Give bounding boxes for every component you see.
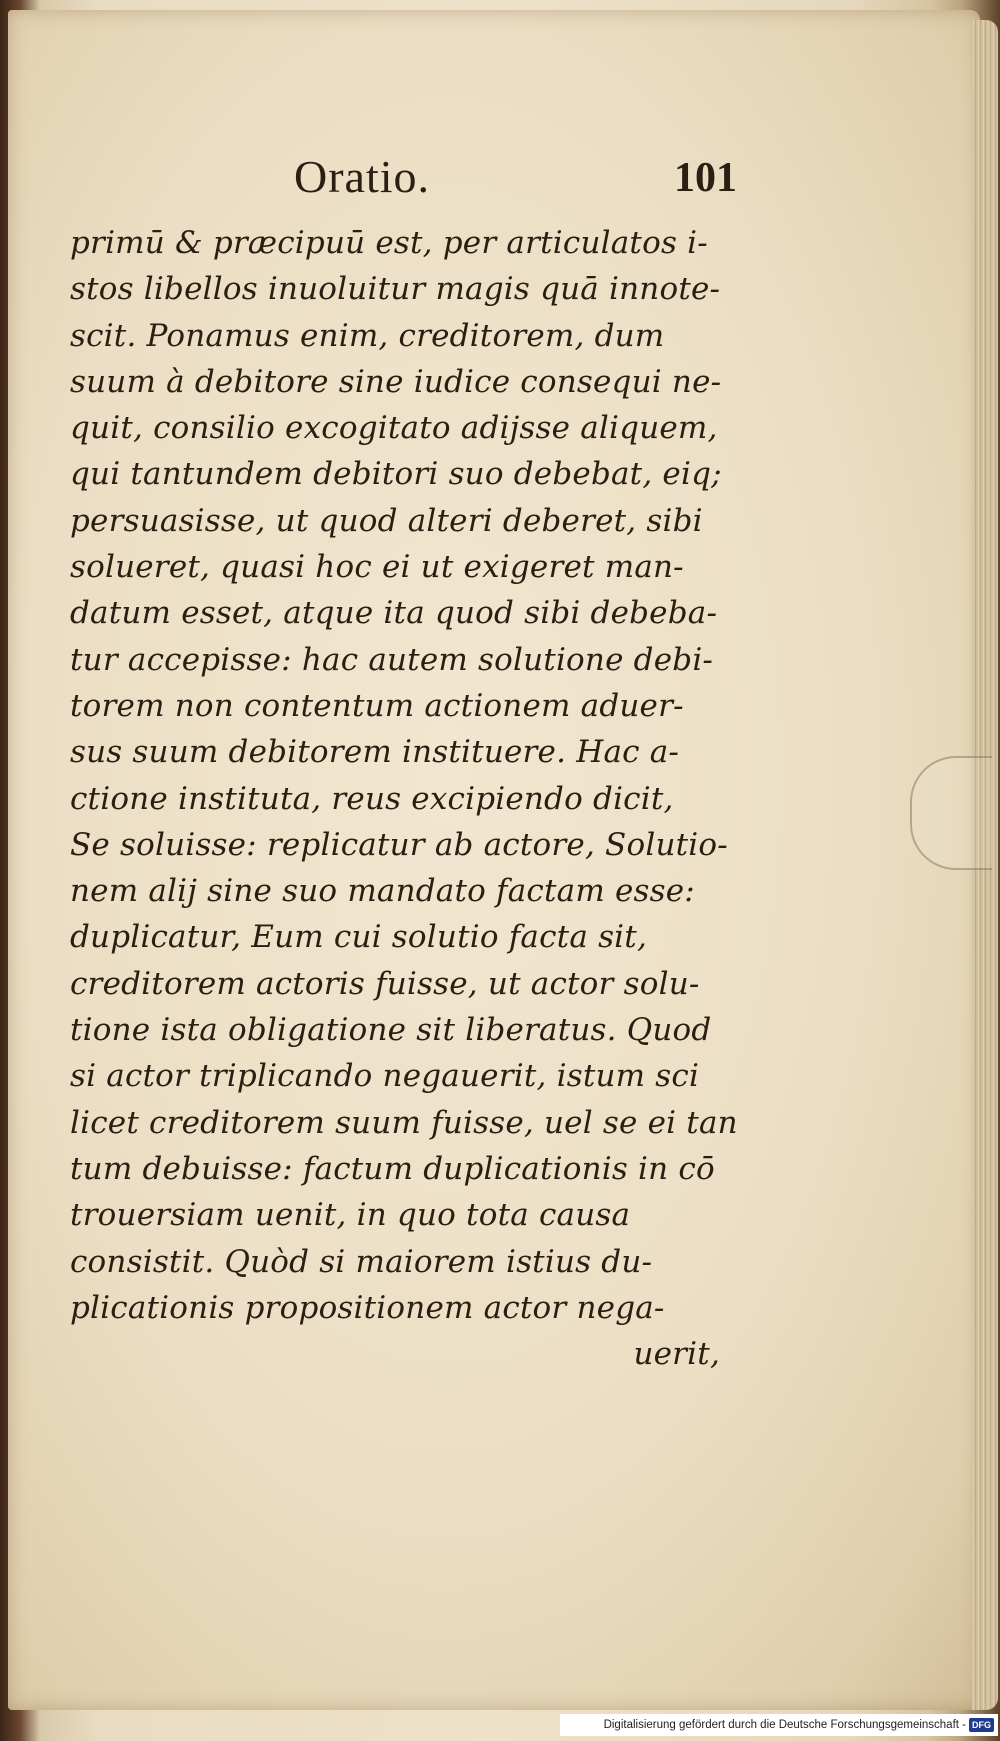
text-line: persuasisse, ut quod alteri deberet, sibi: [70, 502, 703, 539]
text-line: datum esset, atque ita quod sibi debeba-: [70, 595, 718, 632]
running-head: Oratio.: [294, 151, 431, 202]
book-page: [8, 10, 980, 1710]
credit-text: Digitalisierung gefördert durch die Deutsche Forschungsgemeinschaft -: [603, 1719, 966, 1731]
digitization-credit: [560, 1714, 998, 1736]
text-line: nem alij sine suo mandato factam esse:: [70, 873, 695, 910]
text-line: licet creditorem suum fuisse, uel se ei tan: [70, 1104, 738, 1141]
text-line: solueret, quasi hoc ei ut exigeret man-: [70, 549, 684, 586]
text-line: torem non contentum actionem aduer-: [70, 687, 684, 724]
text-line: tum debuisse: factum duplicationis in cō: [70, 1150, 715, 1187]
text-line: sus suum debitorem instituere. Hac a-: [70, 734, 680, 771]
text-line: suum à debitore sine iudice consequi ne-: [70, 363, 722, 400]
page-header: [68, 150, 768, 210]
dfg-logo: DFG: [969, 1718, 994, 1732]
text-line: creditorem actoris fuisse, ut actor solu-: [70, 965, 700, 1002]
text-line: ctione instituta, reus excipiendo dicit,: [70, 780, 674, 817]
text-line: trouersiam uenit, in quo tota causa: [70, 1197, 631, 1234]
text-line: scit. Ponamus enim, creditorem, dum: [70, 317, 665, 354]
text-line: plicationis propositionem actor nega-: [70, 1289, 665, 1326]
text-line: Se soluisse: replicatur ab actore, Solutio-: [70, 826, 728, 863]
catchword: uerit,: [633, 1336, 720, 1373]
text-line: tione ista obligatione sit liberatus. Quod: [70, 1012, 712, 1049]
text-line: qui tantundem debitori suo debebat, eiq;: [70, 456, 722, 493]
text-line: si actor triplicando negauerit, istum sci: [70, 1058, 700, 1095]
text-line: tur accepisse: hac autem solutione debi-: [70, 641, 714, 678]
text-line: consistit. Quòd si maiorem istius du-: [70, 1243, 653, 1280]
text-line: stos libellos inuoluitur magis quā innote-: [70, 271, 721, 308]
text-line: quit, consilio excogitato adijsse aliquem,: [70, 410, 718, 447]
body-text: [70, 220, 760, 1377]
page-number: 101: [674, 155, 737, 201]
text-line: primū & præcipuū est, per articulatos i-: [70, 225, 708, 261]
text-line: duplicatur, Eum cui solutio facta sit,: [70, 919, 647, 956]
book-clasp: [910, 756, 992, 870]
